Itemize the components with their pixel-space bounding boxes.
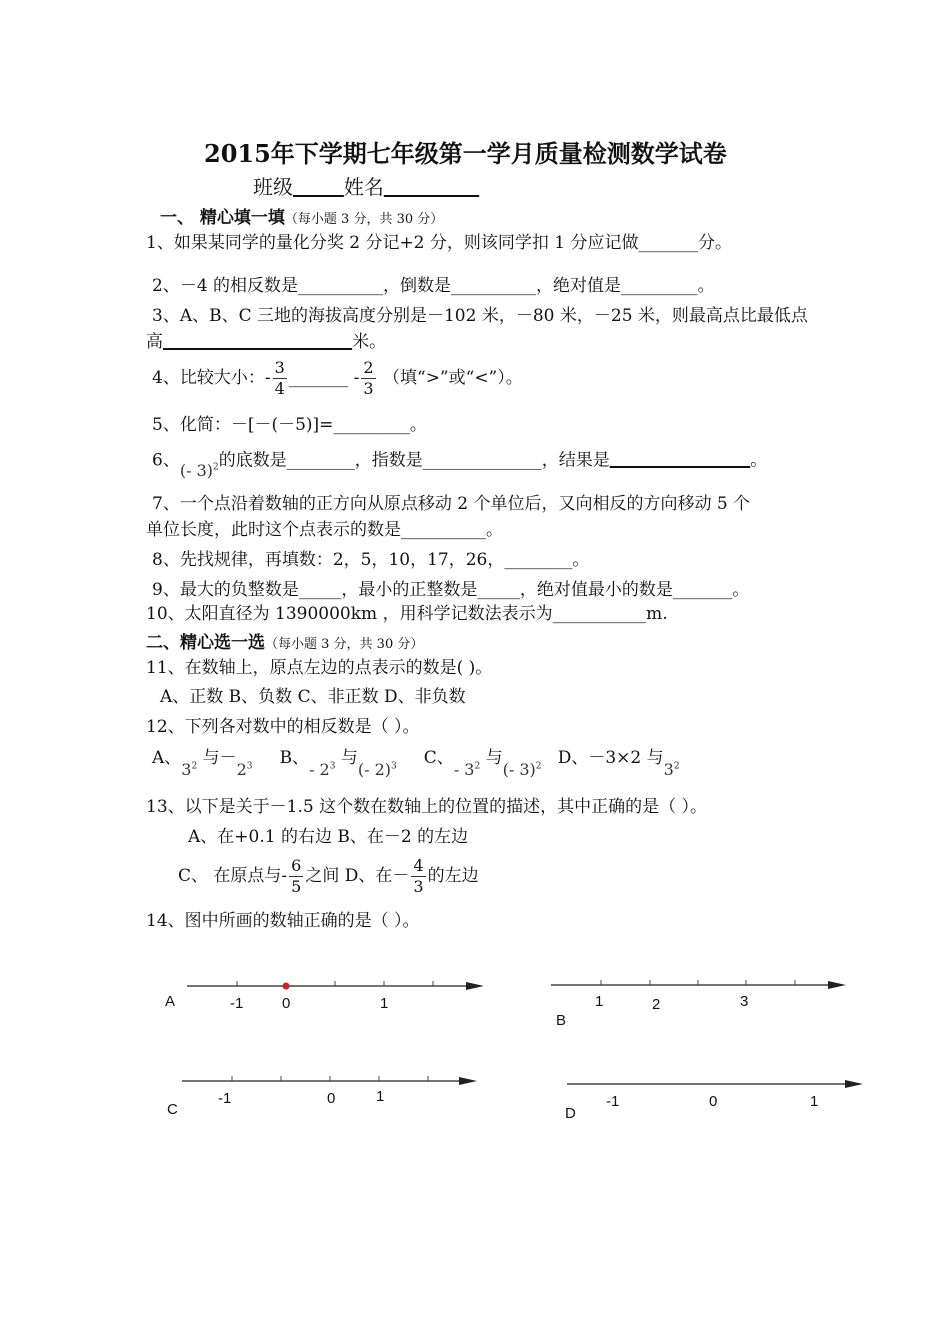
tick-label: 1: [376, 1088, 385, 1105]
tick-label: 2: [652, 996, 661, 1013]
number-line-b-label: B: [556, 1012, 567, 1029]
power-expression: (- 3)$^2$: [179, 461, 219, 481]
fraction: $\frac{6}{5}$: [291, 856, 302, 896]
tick-label: 0: [327, 1090, 336, 1107]
question-13: 13、以下是关于－1.5 这个数在数轴上的位置的描述，其中正确的是（ ）。: [146, 797, 707, 817]
question-14: 14、图中所画的数轴正确的是（ ）。: [146, 911, 420, 931]
tick-label: -1: [218, 1090, 232, 1107]
question-11: 11、在数轴上，原点左边的点表示的数是( )。: [146, 658, 493, 678]
tick-label: 0: [709, 1093, 718, 1110]
question-6: 6、(- 3)$^2$的底数是________，指数是______________，结果是 。: [152, 450, 768, 481]
question-13-options-cd: C、 在原点与- $\frac{6}{5}$ 之间 D、在－ $\frac{4}{3}$ 的左边: [178, 856, 479, 896]
question-3-line2: 高 米。: [146, 332, 387, 352]
question-12: 12、下列各对数中的相反数是（ ）。: [146, 717, 420, 737]
tick-label: 0: [282, 995, 291, 1012]
tick-label: 1: [595, 993, 604, 1010]
page-title: 2015年下学期七年级第一学月质量检测数学试卷: [204, 139, 727, 168]
tick-label: 3: [740, 993, 749, 1010]
option-c: C、- $3^2$ 与(- 3)$^2$: [423, 748, 542, 780]
number-line-d-label: D: [565, 1105, 576, 1122]
question-13-options-ab: A、在+0.1 的右边 B、在－2 的左边: [188, 827, 469, 847]
question-8: 8、先找规律，再填数：2，5，10，17，26，________。: [152, 550, 590, 570]
option-a: A、$3^2$ 与$-2^3$: [152, 748, 253, 780]
question-7-line2: 单位长度，此时这个点表示的数是__________。: [146, 520, 503, 540]
section1-heading: 一、 精心填一填（每小题 3 分，共 30 分）: [160, 208, 444, 228]
fraction: $\frac{2}{3}$: [363, 358, 374, 398]
tick-label: 1: [810, 1093, 819, 1110]
question-1: 1、如果某同学的量化分奖 2 分记+2 分，则该同学扣 1 分应记做_______分。: [146, 233, 733, 253]
question-7-line1: 7、一个点沿着数轴的正方向从原点移动 2 个单位后，又向相反的方向移动 5 个: [152, 494, 751, 514]
option-d: D、－3×2 与$3^2$: [557, 748, 680, 780]
class-label: 班级: [253, 175, 293, 199]
question-3-line1: 3、A、B、C 三地的海拔高度分别是－102 米，－80 米，－25 米，则最高点比最低点: [152, 306, 808, 326]
number-line-a-label: A: [165, 993, 176, 1010]
question-10: 10、太阳直径为 1390000km ，用科学记数法表示为___________m.: [146, 604, 668, 624]
section2-heading: 二、精心选一选（每小题 3 分，共 30 分）: [146, 633, 424, 653]
name-label: 姓名: [343, 175, 384, 199]
tick-label: 1: [380, 995, 389, 1012]
fraction: $\frac{4}{3}$: [413, 856, 424, 896]
tick-label: -1: [230, 995, 244, 1012]
tick-label: -1: [606, 1093, 620, 1110]
fraction: $\frac{3}{4}$: [274, 358, 285, 398]
question-2: 2、－4 的相反数是__________，倒数是__________，绝对值是_________。: [152, 276, 715, 296]
arrow-head-icon: [845, 1080, 863, 1088]
option-b: B、- $2^3$ 与(- 2)$^3$: [279, 748, 397, 780]
question-4: 4、比较大小：- $\frac{3}{4}$ _______ - $\frac{2}{3}$ （填“>”或“<”）。: [152, 358, 523, 398]
number-line-c-label: C: [167, 1101, 178, 1118]
question-11-options: A、正数 B、负数 C、非正数 D、非负数: [160, 687, 466, 707]
question-9: 9、最大的负整数是_____，最小的正整数是_____，绝对值最小的数是_______。: [152, 580, 750, 600]
question-5: 5、化简：－[－(－5)]=_________。: [152, 415, 427, 435]
